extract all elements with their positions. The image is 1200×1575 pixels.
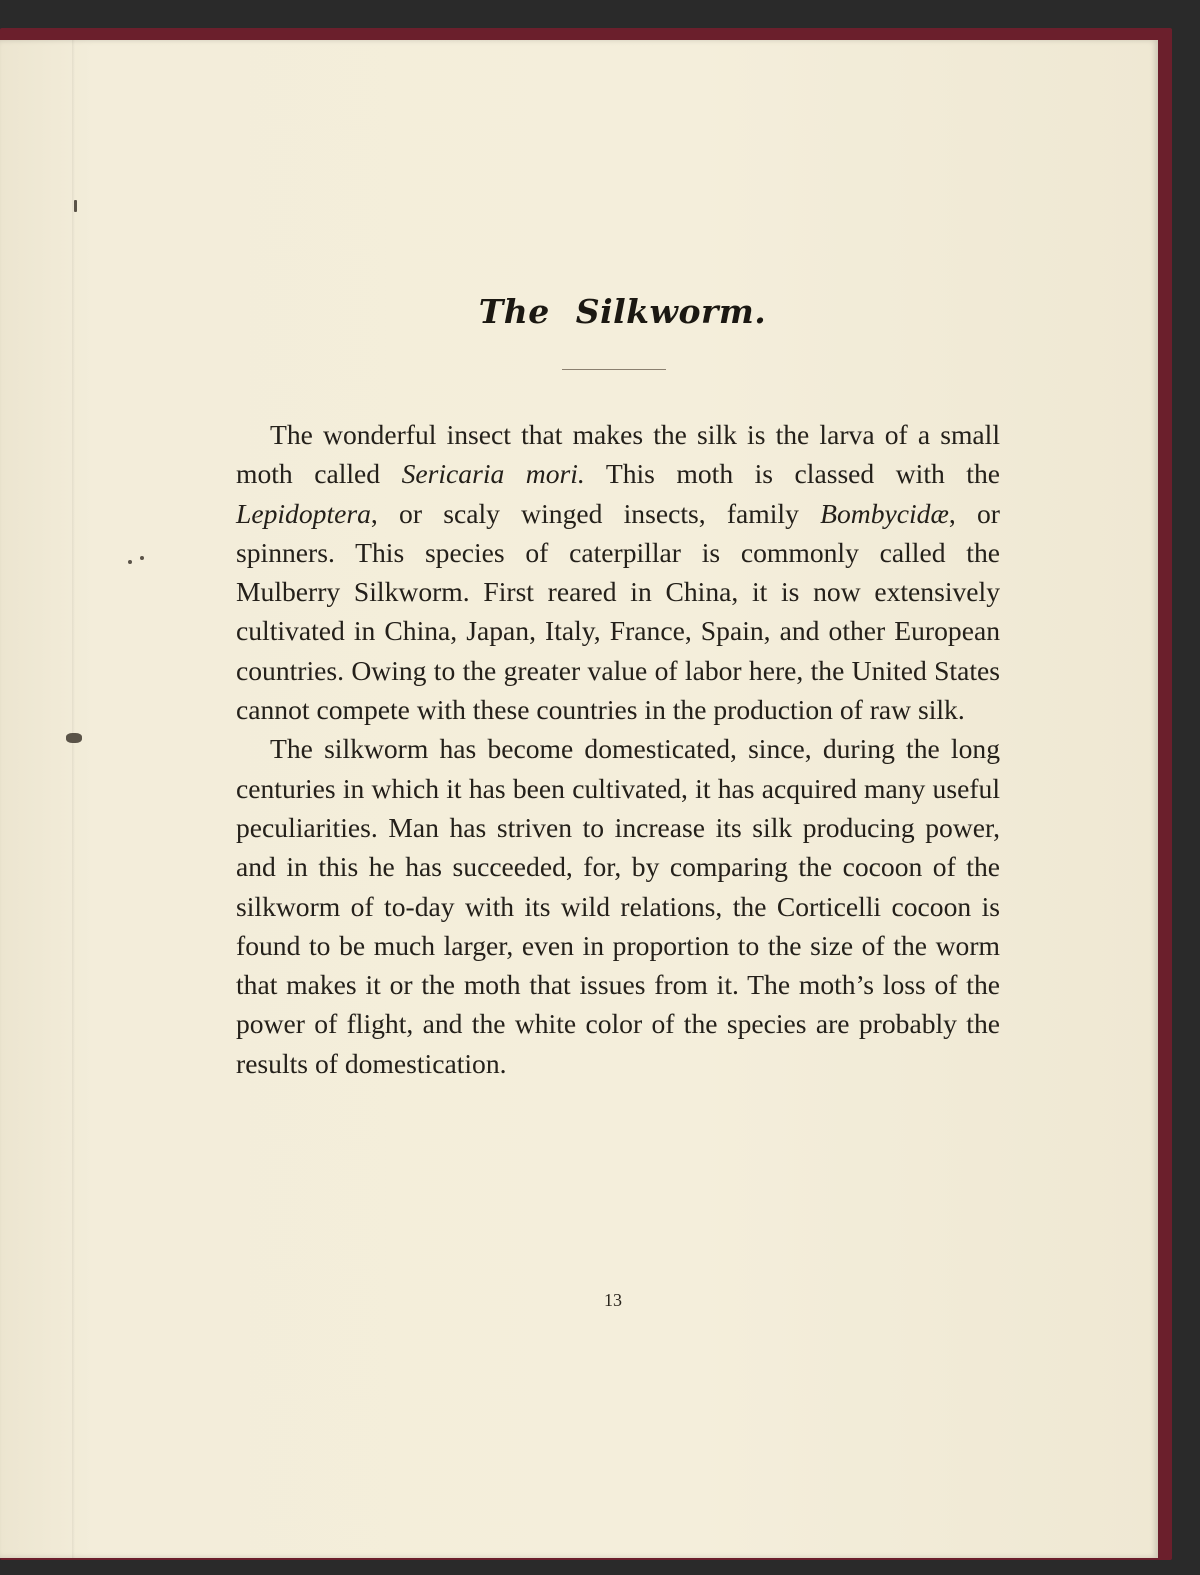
species-name: Sericaria mori. [401,458,585,490]
paragraph-1-text: The wonderful insect that makes the silk is the larva of a small moth called [236,419,1000,490]
body-text [236,415,1000,1083]
page-speck [140,556,144,560]
paragraph-1-text: , or scaly winged insects, family [370,497,821,529]
page-number: 13 [604,1290,622,1310]
paragraph-2: The silkworm has become domesticated, since, during the long centuries in which it has been cultivated, it has acquired many useful peculiarities. Man has striven to increase its silk producing power, and in this he has succeeded, for, by comparing the cocoon of the silkworm of to-day with its wild relations, the Corticelli cocoon is found to be much larger, even in proportion to the size of the worm that makes it or the moth that issues from it. The moth’s loss of the power of flight, and the white color of the species are probably the results of domestication. [236,733,1000,1079]
page-speck [66,733,82,743]
paragraph-1 [236,415,1000,729]
order-name: Lepidoptera [236,497,371,529]
page-speck [128,560,132,564]
paragraph-1-text: , or spinners. This species of caterpillar is commonly called the Mulberry Silkworm. First reared in China, it is now extensively cultivated in China, Japan, Italy, France, Spain, and other European countries. Owing to the greater value of labor here, the United States cannot compete with these countries in the production of raw silk. [236,497,1000,726]
paragraph-1-text: This moth is classed with the [584,458,1000,490]
title-rule [562,369,666,370]
family-name: Bombycidæ [820,497,949,529]
page-title: The Silkworm. [478,292,767,331]
page-gutter [72,40,75,1558]
page-speck [74,200,77,212]
